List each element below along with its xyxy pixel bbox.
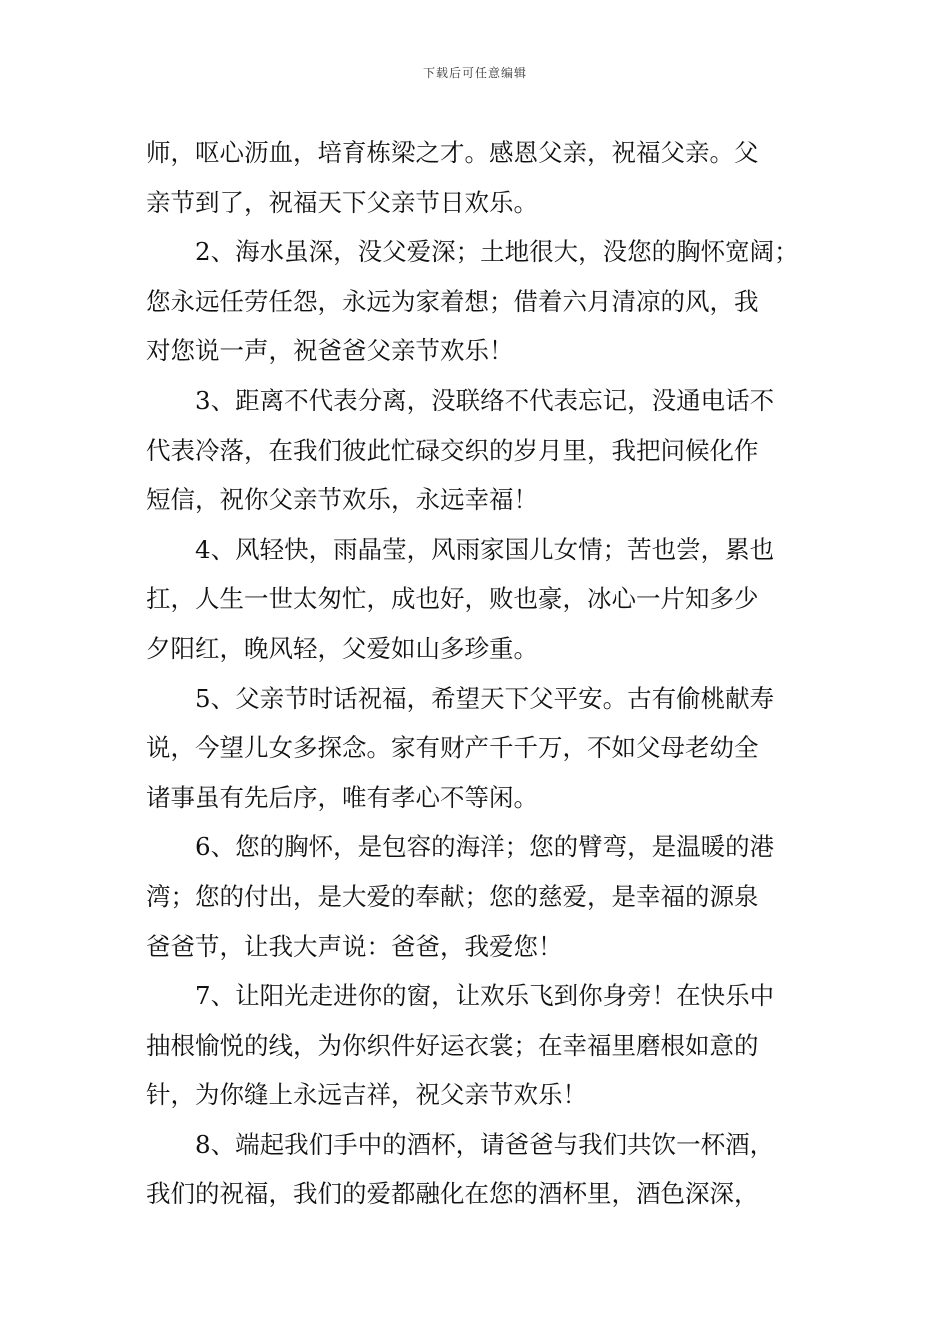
text-line: 2、海水虽深，没父爱深；土地很大，没您的胸怀宽阔； bbox=[195, 237, 799, 267]
text-line: 您永远任劳任怨，永远为家着想；借着六月清凉的风，我 bbox=[146, 286, 759, 316]
paragraph-2 bbox=[146, 227, 808, 376]
text-line: 代表冷落，在我们彼此忙碌交织的岁月里，我把问候化作 bbox=[146, 435, 759, 465]
document-body bbox=[146, 128, 808, 1219]
paragraph-8 bbox=[146, 1120, 808, 1219]
text-line: 师，呕心沥血，培育栋梁之才。感恩父亲，祝福父亲。父 bbox=[146, 138, 759, 167]
text-line: 7、让阳光走进你的窗，让欢乐飞到你身旁！在快乐中 bbox=[195, 981, 775, 1011]
paragraph-1 bbox=[146, 128, 808, 227]
text-line: 说，今望儿女多探念。家有财产千千万，不如父母老幼全 bbox=[146, 733, 759, 763]
text-line: 针，为你缝上永远吉祥，祝父亲节欢乐！ bbox=[146, 1080, 587, 1110]
text-line: 对您说一声，祝爸爸父亲节欢乐！ bbox=[146, 336, 514, 366]
text-line: 4、风轻快，雨晶莹，风雨家国儿女情；苦也尝，累也 bbox=[195, 534, 775, 564]
paragraph-6 bbox=[146, 822, 808, 971]
text-line: 6、您的胸怀，是包容的海洋；您的臂弯，是温暖的港 bbox=[195, 832, 775, 862]
paragraph-5 bbox=[146, 674, 808, 823]
text-line: 爸爸节，让我大声说：爸爸，我爱您！ bbox=[146, 931, 563, 961]
paragraph-7 bbox=[146, 971, 808, 1120]
text-line: 短信，祝你父亲节欢乐，永远幸福！ bbox=[146, 485, 538, 515]
text-line: 夕阳红，晚风轻，父爱如山多珍重。 bbox=[146, 633, 538, 663]
text-line: 5、父亲节时话祝福，希望天下父平安。古有偷桃献寿 bbox=[195, 683, 775, 713]
text-line: 抽根愉悦的线，为你织件好运衣裳；在幸福里磨根如意的 bbox=[146, 1030, 759, 1060]
text-line: 扛，人生一世太匆忙，成也好，败也豪，冰心一片知多少 bbox=[146, 584, 759, 614]
text-line: 我们的祝福，我们的爱都融化在您的酒杯里，酒色深深， bbox=[146, 1179, 759, 1209]
paragraph-3 bbox=[146, 376, 808, 525]
text-line: 亲节到了，祝福天下父亲节日欢乐。 bbox=[146, 187, 538, 217]
text-line: 8、端起我们手中的酒杯，请爸爸与我们共饮一杯酒， bbox=[195, 1129, 775, 1159]
text-line: 3、距离不代表分离，没联络不代表忘记，没通电话不 bbox=[195, 385, 775, 415]
text-line: 诸事虽有先后序，唯有孝心不等闲。 bbox=[146, 782, 538, 812]
page-header: 下载后可任意编辑 bbox=[422, 66, 527, 80]
text-line: 湾；您的付出，是大爱的奉献；您的慈爱，是幸福的源泉 bbox=[146, 881, 759, 911]
paragraph-4 bbox=[146, 525, 808, 674]
